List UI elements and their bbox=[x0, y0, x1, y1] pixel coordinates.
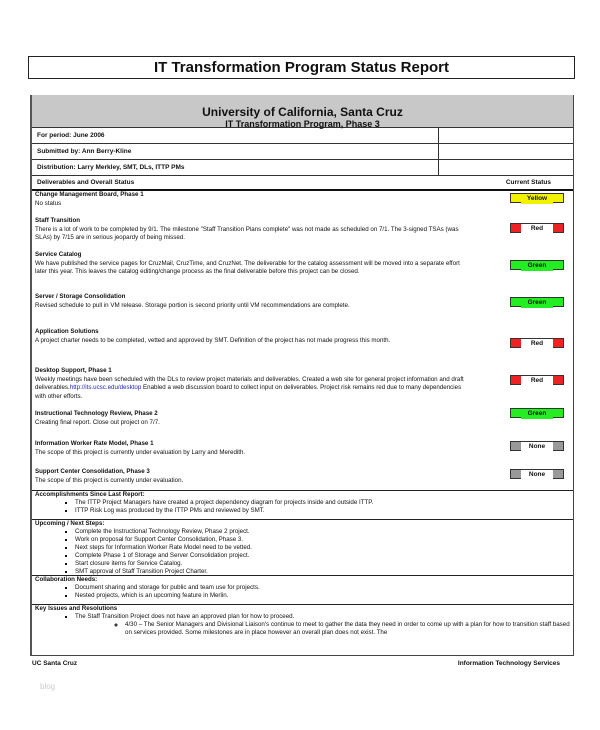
distribution-row: Distribution: Larry Merkley, SMT, DLs, ITTP PMs bbox=[32, 160, 573, 176]
deliverable-item bbox=[35, 251, 465, 277]
list-item: ▪ The Staff Transition Project does not have an approved plan for how to proceed. bbox=[75, 613, 573, 621]
upcoming-section bbox=[32, 519, 573, 575]
program-name: IT Transformation Program, Phase 3 bbox=[225, 119, 380, 129]
list-item: ▪ Complete Phase 1 of Storage and Server Consolidation project. bbox=[75, 552, 573, 560]
status-label: Green bbox=[521, 261, 552, 271]
status-badge bbox=[510, 260, 564, 270]
section-title: Collaboration Needs: bbox=[35, 576, 98, 583]
deliverable-desc: Weekly meetings have been scheduled with the DLs to review project materials and deliverables. Created a web site for general project information and draft deliverables. bbox=[35, 375, 464, 391]
deliverable-title: Instructional Technology Review, Phase 2 bbox=[35, 410, 158, 417]
list-item: ▪ SMT approval of Staff Transition Project Charter. bbox=[75, 568, 573, 576]
deliverable-text bbox=[35, 200, 465, 209]
status-label: Red bbox=[521, 376, 552, 386]
status-label: Green bbox=[521, 409, 552, 419]
report-header bbox=[32, 95, 573, 128]
footer-right: Information Technology Services bbox=[457, 660, 560, 667]
period-row: For period: June 2006 bbox=[32, 128, 573, 144]
deliverable-text bbox=[35, 376, 465, 402]
deliverable-title: Application Solutions bbox=[35, 328, 99, 335]
status-label: None bbox=[521, 470, 552, 480]
status-label: None bbox=[521, 442, 552, 452]
deliverable-title: Server / Storage Consolidation bbox=[35, 293, 126, 300]
collaboration-section bbox=[32, 575, 573, 604]
status-header: Current Status bbox=[505, 179, 551, 186]
deliverable-title: Staff Transition bbox=[35, 217, 81, 224]
list-item: ▪ Work on proposal for Support Center Consolidation, Phase 3. bbox=[75, 536, 573, 544]
deliverable-title: Support Center Consolidation, Phase 3 bbox=[35, 468, 150, 475]
status-label: Yellow bbox=[521, 194, 552, 204]
watermark: blog bbox=[40, 682, 56, 691]
project-link[interactable]: http://its.ucsc.edu/desktop bbox=[69, 384, 142, 391]
org-name: University of California, Santa Cruz bbox=[202, 105, 403, 119]
list-item: ◦ 4/30 – The Senior Managers and Divisional Liaison's continue to meet to gather the data they need in order to come up with a plan for how to transition staff based on services provided. Some milestones are in place however an overall plan does not exist. The bbox=[125, 621, 573, 637]
section-title: Upcoming / Next Steps: bbox=[35, 520, 105, 527]
status-label: Red bbox=[521, 339, 552, 349]
deliverable-desc: We have published the service pages for CruzMail, CruzTime, and CruzNet. The deliverable for the catalog assessment will be moved into a separate effort later this year. This leaves the catalog editing/change process as the final deliverable before this project can be closed. bbox=[35, 259, 460, 275]
list-item: ▪ Start closure items for Service Catalog. bbox=[75, 560, 573, 568]
section-title: Key Issues and Resolutions bbox=[35, 605, 118, 612]
deliverable-text bbox=[35, 260, 465, 277]
accomplishments-section bbox=[32, 490, 573, 519]
deliverable-text bbox=[35, 226, 465, 243]
list-item: ▪ Nested projects, which is an upcoming feature in Merlin. bbox=[75, 592, 573, 600]
status-badge bbox=[510, 375, 564, 385]
report-body bbox=[30, 95, 574, 656]
status-badge bbox=[510, 408, 564, 418]
deliverable-title: Information Worker Rate Model, Phase 1 bbox=[35, 440, 154, 447]
deliverable-item bbox=[35, 367, 465, 401]
deliverable-desc: The scope of this project is currently under evaluation. bbox=[35, 476, 184, 484]
deliverable-item bbox=[35, 440, 465, 457]
list-item: ▪ Document sharing and storage for public and team use for projects. bbox=[75, 584, 573, 592]
status-badge bbox=[510, 297, 564, 307]
list-item: ▪ Complete the Instructional Technology Review, Phase 2 project. bbox=[75, 528, 573, 536]
deliverable-desc: A project charter needs to be completed, vetted and approved by SMT. Definition of the project has not made progress this month. bbox=[35, 336, 391, 344]
footer-left: UC Santa Cruz bbox=[32, 660, 78, 667]
status-badge bbox=[510, 469, 564, 479]
deliverable-desc: There is a lot of work to be completed by 9/1. The milestone "Staff Transition Plans complete" was not made as scheduled on 7/1. The 3-signed TSAs (was SLAs) by 7/15 are in serious jeopardy of being missed. bbox=[35, 225, 459, 241]
deliverable-desc: Enabled a web discussion board to collect input on deliverables. Project risk remains red due to many dependencies with other efforts. bbox=[35, 384, 462, 400]
deliverable-desc: The scope of this project is currently under evaluation by Larry and Meredith. bbox=[35, 448, 246, 456]
deliverable-text bbox=[35, 477, 465, 486]
deliverable-item bbox=[35, 217, 465, 243]
deliverable-text bbox=[35, 337, 465, 346]
report-title: IT Transformation Program Status Report bbox=[28, 56, 575, 79]
list-item: ▪ Next steps for Information Worker Rate Model need to be vetted. bbox=[75, 544, 573, 552]
deliverable-text bbox=[35, 449, 465, 458]
deliverable-item bbox=[35, 410, 465, 427]
deliverables-header bbox=[32, 176, 573, 191]
deliverable-desc: No status bbox=[35, 199, 62, 207]
deliverable-text bbox=[35, 302, 465, 311]
deliverable-item bbox=[35, 328, 465, 345]
deliverable-title: Change Management Board, Phase 1 bbox=[35, 191, 144, 198]
deliverable-desc: Revised schedule to pull in VM release. Storage portion is second priority until VM recommendations are complete. bbox=[35, 301, 350, 309]
status-badge bbox=[510, 223, 564, 233]
list-item: ▪ The ITTP Project Managers have created a project dependency diagram for projects inside and outside ITTP. bbox=[75, 499, 573, 507]
deliverable-desc: Creating final report. Close out project on 7/7. bbox=[35, 418, 160, 426]
status-badge bbox=[510, 193, 564, 203]
list-item: ▪ ITTP Risk Log was produced by the ITTP PMs and reviewed by SMT. bbox=[75, 507, 573, 515]
deliverable-text bbox=[35, 419, 465, 428]
deliverables-label: Deliverables and Overall Status bbox=[37, 179, 135, 186]
status-badge bbox=[510, 338, 564, 348]
section-title: Accomplishments Since Last Report: bbox=[35, 491, 145, 498]
status-label: Red bbox=[521, 224, 552, 234]
deliverable-item bbox=[35, 468, 465, 485]
status-label: Green bbox=[521, 298, 552, 308]
submitted-row: Submitted by: Ann Berry-Kline bbox=[32, 144, 573, 160]
issues-section bbox=[32, 604, 573, 655]
deliverable-title: Desktop Support, Phase 1 bbox=[35, 367, 112, 374]
deliverable-item bbox=[35, 293, 465, 310]
deliverable-item bbox=[35, 191, 465, 208]
deliverable-title: Service Catalog bbox=[35, 251, 82, 258]
status-badge bbox=[510, 441, 564, 451]
